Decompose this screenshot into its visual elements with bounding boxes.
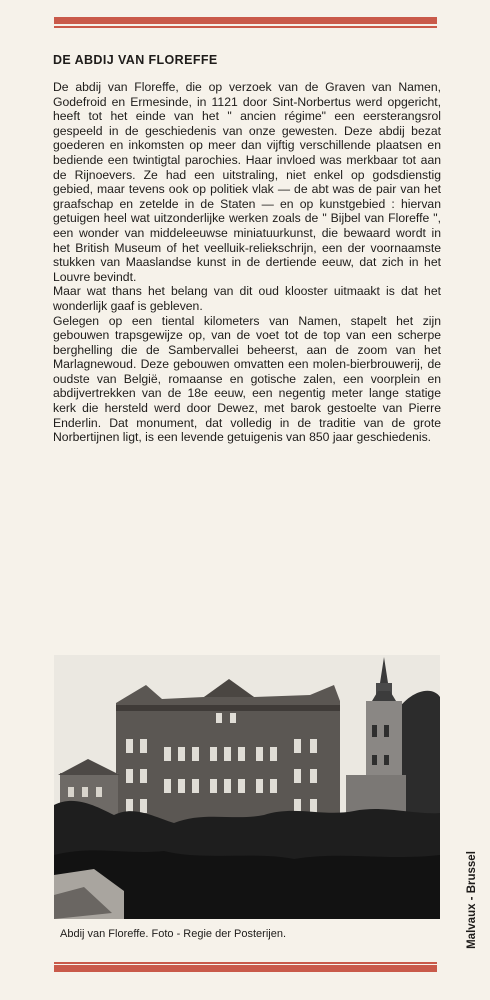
- bottom-rule-band: [54, 965, 437, 972]
- article-paragraph-1: De abdij van Floreffe, die op verzoek van de Graven van Namen, Godefroid en Ermesinde, in 1121 door Sint-Norbertus werd opgericht, heeft tot het einde van het " ancien régime" een eersterangsrol gespeeld in de geschiedenis van onze gewesten. Deze abdij bezat goederen en inkomsten op meer dan vijftig verschillende plaatsen en bediende een twintigtal parochies. Haar invloed was merkbaar tot aan de Rijnoevers. Ze had een uitstraling, niet enkel op godsdienstig gebied, maar tevens ook op politiek vlak — de abt was de pair van het graafschap en zetelde in de Staten — en op kunstgebied : hiervan getuigen heel wat uitzonderlijke werken zoals de " Bijbel van Floreffe ", een wonder van middeleeuwse miniatuurkunst, die bewaard wordt in het British Museum of het veelluik-reliekschrijn, een der voornaamste stukken van Maaslandse kunst in de dertiende eeuw, dat zich in het Louvre bevindt.: [53, 80, 441, 284]
- article-body: [53, 80, 441, 445]
- article-paragraph-3: Gelegen op een tiental kilometers van Namen, stapelt het zijn gebouwen trapsgewijze op, van de voet tot de top van een scherpe berghelling die de Sambervallei beheerst, aan de zoom van het Marlagnewoud. Deze gebouwen omvatten een molen-bierbrouwerij, de oudste van België, romaanse en gotische zalen, een voorplein en abdijvertrekken van de 18e eeuw, een negentig meter lange statige kerk die hersteld werd door Dewez, met barok gestoelte van Pierre Enderlin. Dat monument, dat volledig in de traditie van de grote Norbertijnen ligt, is een levende getuigenis van 850 jaar geschiedenis.: [53, 313, 441, 445]
- bottom-rule-line: [54, 962, 437, 964]
- printer-imprint: Malvaux - Brussel: [466, 851, 478, 949]
- abbey-photo-drawing: [54, 655, 440, 919]
- abbey-photo: [54, 655, 440, 919]
- article-heading: DE ABDIJ VAN FLOREFFE: [53, 53, 218, 67]
- top-decorative-rule: [54, 17, 437, 29]
- top-rule-band: [54, 17, 437, 24]
- article-paragraph-2: Maar wat thans het belang van dit oud klooster uitmaakt is dat het wonderlijk gaaf is gebleven.: [53, 284, 441, 313]
- photo-caption: Abdij van Floreffe. Foto - Regie der Posterijen.: [60, 928, 287, 940]
- bottom-decorative-rule: [54, 962, 437, 974]
- top-rule-line: [54, 26, 437, 28]
